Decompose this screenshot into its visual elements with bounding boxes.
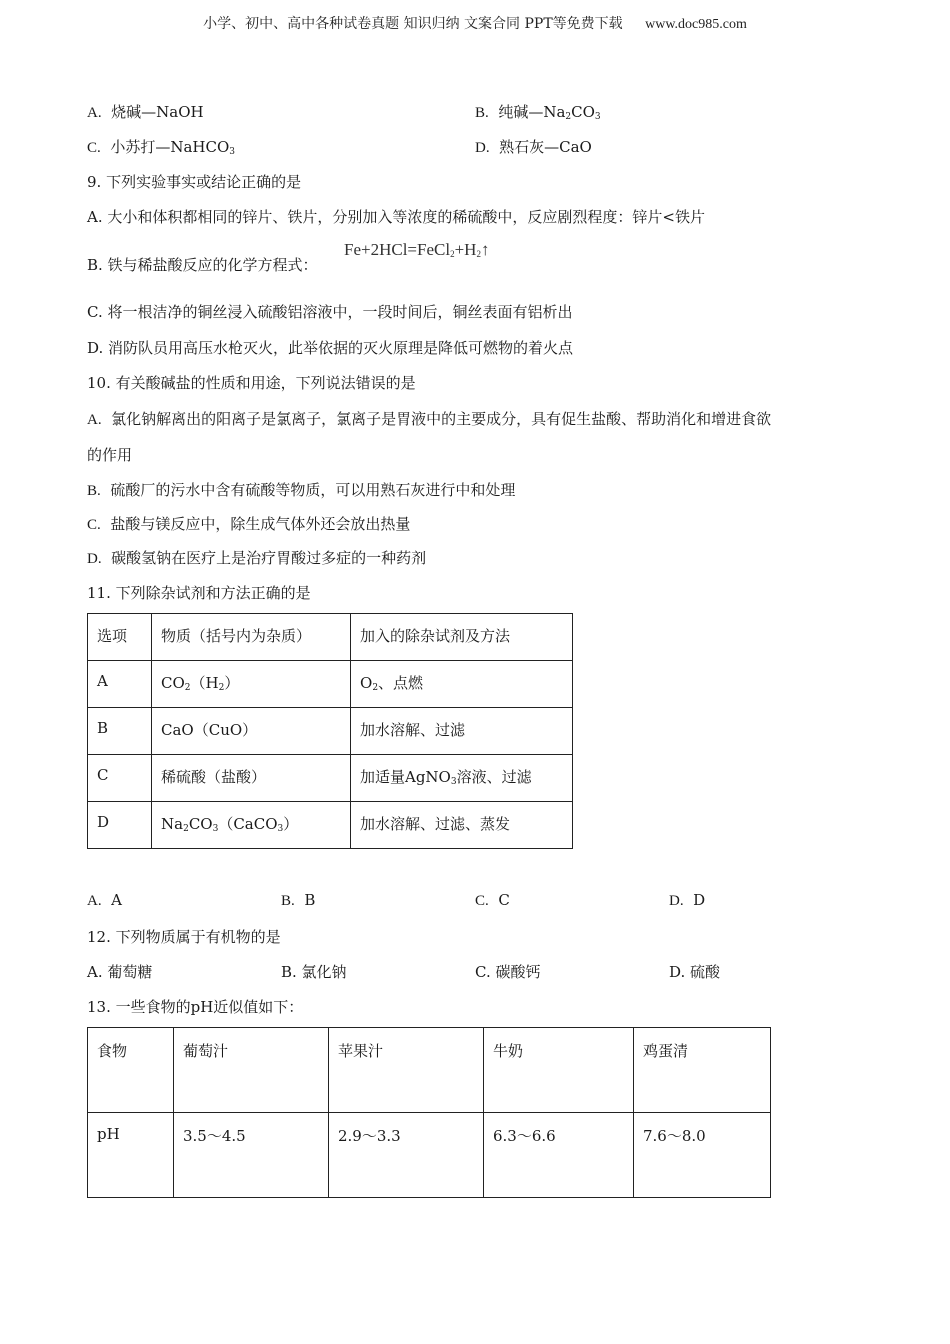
q9-option-b: B. 铁与稀盐酸反应的化学方程式：: [87, 256, 318, 274]
q10-option-a-cont: 的作用: [87, 446, 133, 464]
table-header-cell: 苹果汁: [329, 1028, 484, 1113]
table-cell: CaO（CuO）: [152, 708, 351, 755]
table-cell: $Na_2CO_3(CaCO_3)$: [152, 802, 351, 849]
q12-option-c: C. 碳酸钙: [475, 963, 541, 981]
table-header-cell: 鸡蛋清: [634, 1028, 771, 1113]
table-cell: 2.9～3.3: [329, 1113, 484, 1198]
q8-option-d: D. 熟石灰—CaO: [475, 138, 592, 156]
table-header-cell: 食物: [88, 1028, 174, 1113]
table-row: [88, 1113, 771, 1198]
table-header-row: [88, 1028, 771, 1113]
q11-option-b: B. B: [281, 891, 316, 909]
table-cell: 加水溶解、过滤、蒸发: [351, 802, 573, 849]
table-header-cell: 葡萄汁: [174, 1028, 329, 1113]
table-header-cell: 选项: [88, 614, 152, 661]
q12-option-b: B. 氯化钠: [281, 963, 347, 981]
q9-option-a: A. 大小和体积都相同的锌片、铁片，分别加入等浓度的稀硫酸中，反应剧烈程度：锌片<铁片: [87, 208, 705, 226]
table-cell: B: [88, 708, 152, 755]
page-header: [0, 13, 950, 33]
table-header-cell: 牛奶: [484, 1028, 634, 1113]
q9-option-c: C. 将一根洁净的铜丝浸入硫酸铝溶液中，一段时间后，铜丝表面有铝析出: [87, 303, 573, 321]
q8-option-c: C. 小苏打—NaHCO$_3$: [87, 138, 235, 157]
q11-option-a: A. A: [87, 891, 122, 909]
table-cell: pH: [88, 1113, 174, 1198]
table-cell: C: [88, 755, 152, 802]
q9-option-d: D. 消防队员用高压水枪灭火，此举依据的灭火原理是降低可燃物的着火点: [87, 339, 574, 357]
table-cell: $CO_2(H_2)$: [152, 661, 351, 708]
q11-option-c: C. C: [475, 891, 510, 909]
table-cell: 稀硫酸（盐酸）: [152, 755, 351, 802]
q12-stem: 12. 下列物质属于有机物的是: [87, 928, 281, 946]
q8-option-b: B. 纯碱$—Na_2CO_3$: [475, 103, 601, 122]
table-row: [88, 708, 573, 755]
q8-option-a: A. 烧碱—NaOH: [87, 103, 204, 121]
q9-stem: 9. 下列实验事实或结论正确的是: [87, 173, 302, 191]
table-header-cell: 加入的除杂试剂及方法: [351, 614, 573, 661]
q10-stem: 10. 有关酸碱盐的性质和用途，下列说法错误的是: [87, 374, 416, 392]
table-cell: 加适量AgNO$_3$溶液、过滤: [351, 755, 573, 802]
table-row: [88, 802, 573, 849]
table-row: [88, 661, 573, 708]
table-cell: D: [88, 802, 152, 849]
header-site-link[interactable]: www.doc985.com: [645, 17, 747, 32]
table-row: [88, 755, 573, 802]
table-cell: 7.6～8.0: [634, 1113, 771, 1198]
q12-option-a: A. 葡萄糖: [87, 963, 153, 981]
q11-stem: 11. 下列除杂试剂和方法正确的是: [87, 584, 311, 602]
table-cell: 6.3～6.6: [484, 1113, 634, 1198]
table-header-cell: 物质（括号内为杂质）: [152, 614, 351, 661]
table-cell: A: [88, 661, 152, 708]
q10-option-b: B. 硫酸厂的污水中含有硫酸等物质，可以用熟石灰进行中和处理: [87, 481, 516, 499]
q12-option-d: D. 硫酸: [669, 963, 721, 981]
q13-table: [87, 1027, 771, 1198]
q10-option-a: A. 氯化钠解离出的阳离子是氯离子，氯离子是胃液中的主要成分，具有促生盐酸、帮助消化和增进食欲: [87, 410, 772, 428]
table-cell: 加水溶解、过滤: [351, 708, 573, 755]
table-cell: $O_2$、点燃: [351, 661, 573, 708]
q10-option-c: C. 盐酸与镁反应中，除生成气体外还会放出热量: [87, 515, 411, 533]
q9-equation: $Fe+2HCl=FeCl_2+H_2↑$: [344, 240, 490, 259]
q11-option-d: D. D: [669, 891, 706, 909]
header-title: 小学、初中、高中各种试卷真题 知识归纳 文案合同 PPT等免费下载: [203, 16, 623, 32]
q11-table: [87, 613, 573, 849]
table-header-row: [88, 614, 573, 661]
q13-stem: 13. 一些食物的pH近似值如下：: [87, 998, 304, 1016]
q10-option-d: D. 碳酸氢钠在医疗上是治疗胃酸过多症的一种药剂: [87, 549, 427, 567]
table-cell: 3.5～4.5: [174, 1113, 329, 1198]
